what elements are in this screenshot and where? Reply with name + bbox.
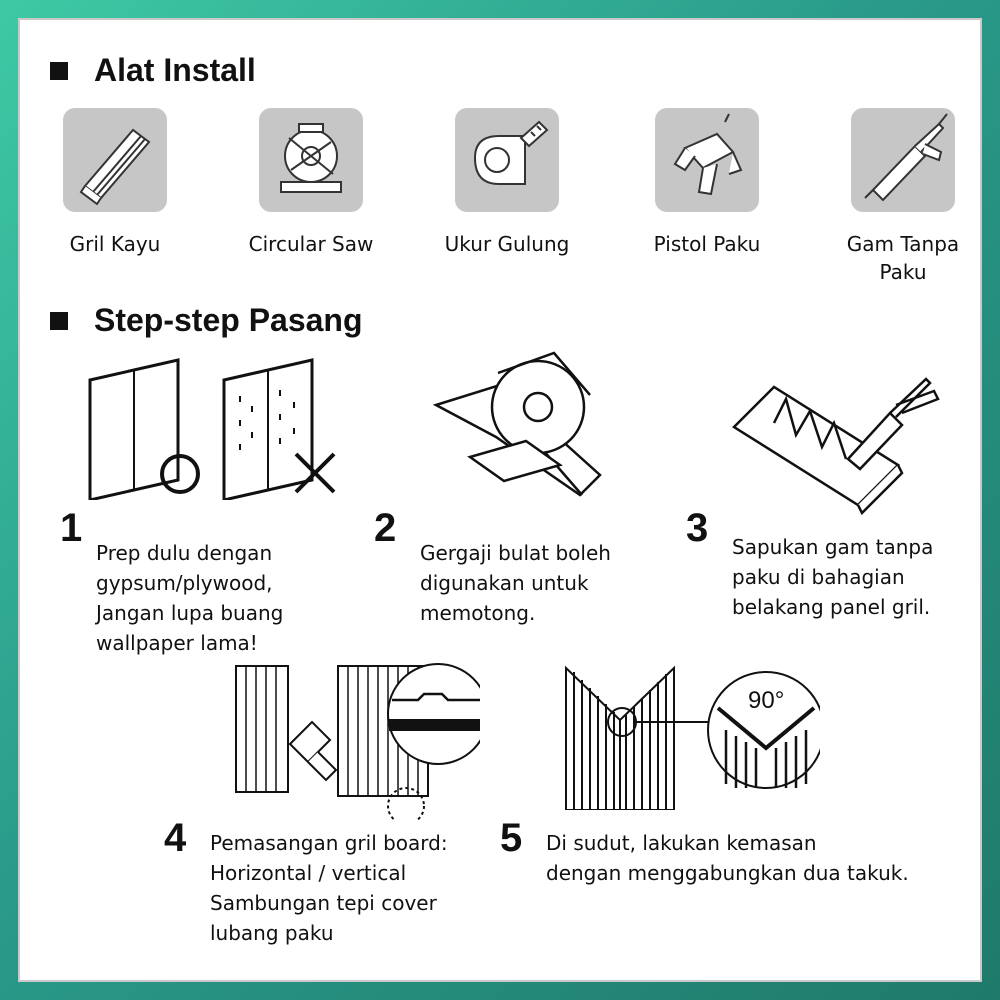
tool-item-nail-gun (612, 108, 802, 258)
caulking-gun-icon (851, 108, 955, 212)
step-number: 1 (60, 506, 83, 550)
step-3-illustration (730, 365, 940, 515)
tool-item-wood-grill (20, 108, 210, 258)
tool-label: Ukur Gulung (444, 232, 570, 256)
step-number: 5 (500, 816, 523, 860)
step-5-illustration (560, 660, 820, 810)
wood-grill-icon (63, 108, 167, 212)
square-bullet-icon (50, 312, 68, 330)
step-1-illustration (80, 350, 350, 500)
step-number: 2 (374, 506, 397, 550)
step-line: belakang panel gril. (732, 595, 931, 619)
step-line: memotong. (420, 601, 536, 625)
tool-item-measuring-tape (412, 108, 602, 258)
tool-label: Gril Kayu (69, 232, 161, 256)
step-line: Horizontal / vertical (210, 861, 407, 885)
step-line: digunakan untuk (420, 571, 589, 595)
step-text (546, 818, 909, 888)
square-bullet-icon (50, 62, 68, 80)
step-text (210, 818, 448, 948)
step-line: Jangan lupa buang (96, 601, 284, 625)
step-line: dengan menggabungkan dua takuk. (546, 861, 909, 885)
steps-section-title (50, 302, 363, 339)
instruction-card (18, 18, 982, 982)
step-4-illustration (230, 660, 480, 820)
step-line: Gergaji bulat boleh (420, 541, 611, 565)
tool-label: Circular Saw (248, 232, 374, 256)
step-number: 3 (686, 506, 709, 550)
step-text (96, 508, 283, 658)
step-line: Sambungan tepi cover (210, 891, 437, 915)
step-5 (500, 818, 909, 888)
step-4 (164, 818, 448, 948)
step-line: gypsum/plywood, (96, 571, 273, 595)
step-3 (686, 508, 933, 622)
tool-item-circular-saw (216, 108, 406, 258)
step-2-illustration (430, 345, 610, 525)
step-line: Pemasangan gril board: (210, 831, 448, 855)
tools-section-title (50, 52, 256, 89)
tool-item-caulking-gun (808, 108, 998, 286)
step-line: Di sudut, lakukan kemasan (546, 831, 817, 855)
tool-label: Pistol Paku (653, 232, 761, 256)
nail-gun-icon (655, 108, 759, 212)
tool-label: Gam Tanpa Paku (846, 232, 960, 284)
measuring-tape-icon (455, 108, 559, 212)
step-1 (60, 508, 283, 658)
step-line: wallpaper lama! (96, 631, 258, 655)
step-line: lubang paku (210, 921, 334, 945)
tools-row (20, 108, 984, 298)
step-line: Prep dulu dengan (96, 541, 273, 565)
step-line: Sapukan gam tanpa (732, 535, 934, 559)
steps-title-text: Step-step Pasang (94, 302, 363, 338)
circular-saw-icon (259, 108, 363, 212)
step-number: 4 (164, 816, 187, 860)
step-2 (374, 508, 611, 628)
step-line: paku di bahagian (732, 565, 905, 589)
step-text (732, 508, 933, 622)
step-text (420, 508, 611, 628)
corner-angle-label: 90° (748, 687, 785, 714)
tools-title-text: Alat Install (94, 52, 256, 88)
